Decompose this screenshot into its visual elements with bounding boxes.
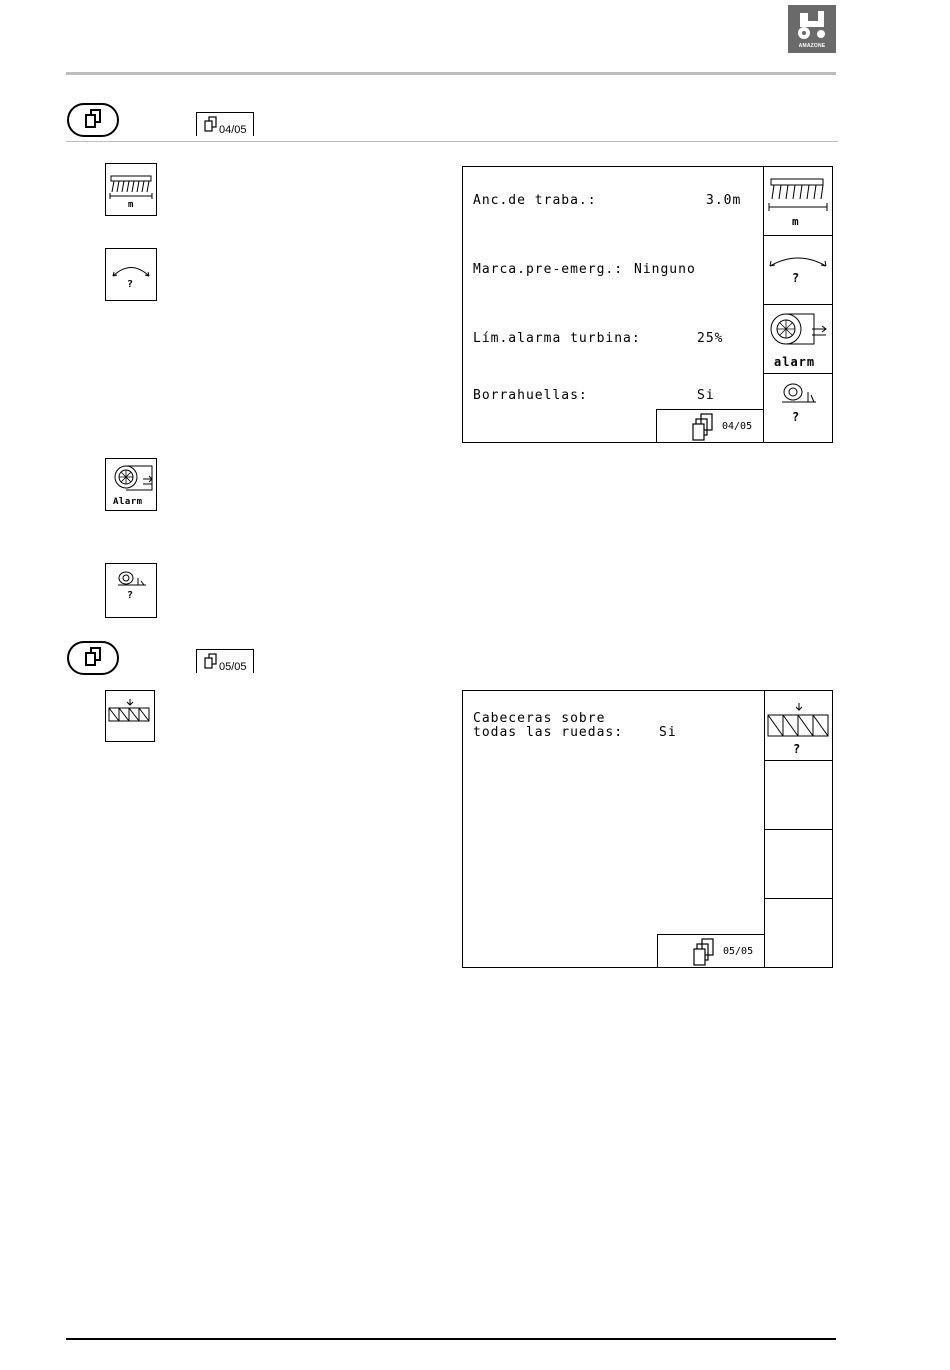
pages-icon (69, 105, 117, 135)
side-icon-headland-wheels (105, 690, 155, 742)
pages-icon (692, 413, 716, 441)
softkey-headland-wheels[interactable] (765, 691, 833, 761)
text-line: Cabeceras sobre (473, 711, 606, 726)
header-rule (66, 72, 836, 75)
softkey-caption: ? (792, 410, 801, 424)
page-indicator (196, 649, 254, 673)
row-label: todas las ruedas: (473, 725, 624, 740)
icon-caption: Alarm (113, 497, 143, 507)
terminal-screen-page4 (462, 166, 833, 443)
row-label: Lím.alarma turbina: (473, 331, 641, 346)
side-icon-fan-alarm (105, 458, 157, 511)
page-indicator (196, 112, 254, 136)
section-divider (66, 141, 838, 142)
softkey-fan-alarm[interactable] (764, 305, 832, 374)
terminal-screen-page5 (462, 690, 833, 968)
softkey-caption: ? (792, 271, 801, 285)
tramline-marker-icon (764, 236, 832, 304)
screen-page-indicator (657, 934, 765, 968)
menu-button[interactable] (67, 641, 119, 675)
track-eradicator-icon (764, 374, 832, 442)
softkey-empty[interactable] (765, 830, 833, 899)
row-value[interactable]: 3.0m (706, 193, 742, 208)
tramline-marker-icon (106, 249, 156, 300)
side-icon-track-eradicator (105, 563, 157, 618)
softkey-caption: m (792, 215, 800, 228)
tractor-logo-icon (788, 5, 836, 45)
softkey-marker[interactable] (764, 236, 832, 305)
softkey-empty[interactable] (765, 899, 833, 967)
page-number: 05/05 (219, 661, 247, 673)
softkey-caption: alarm (774, 355, 816, 369)
icon-caption: ? (127, 590, 135, 601)
footer-rule (66, 1338, 836, 1340)
pages-icon (693, 938, 717, 966)
icon-caption: ? (127, 279, 135, 290)
logo-text: AMAZONE (798, 43, 826, 49)
headland-wheels-icon (106, 691, 154, 741)
side-icon-marker (105, 248, 157, 301)
row-value[interactable]: Ninguno (634, 262, 696, 277)
softkey-caption: ? (793, 742, 802, 756)
softkey-track-eradicator[interactable] (764, 374, 832, 442)
row-label: Marca.pre-emerg.: (473, 262, 624, 277)
row-value[interactable]: Si (659, 725, 677, 740)
softkey-working-width[interactable] (764, 167, 832, 236)
softkey-column (763, 167, 832, 442)
page-number: 05/05 (723, 946, 754, 957)
pages-icon (203, 653, 219, 669)
row-label: Anc.de traba.: (473, 193, 597, 208)
softkey-empty[interactable] (765, 761, 833, 830)
page-number: 04/05 (219, 124, 247, 136)
softkey-column (764, 691, 833, 967)
screen-page-indicator (656, 409, 764, 443)
row-value[interactable]: 25% (697, 331, 724, 346)
pages-icon (69, 643, 117, 673)
side-icon-working-width (105, 163, 157, 216)
row-value[interactable]: Si (697, 388, 715, 403)
icon-caption: m (128, 200, 135, 210)
menu-button[interactable] (67, 103, 119, 137)
pages-icon (203, 116, 219, 132)
page-number: 04/05 (722, 421, 753, 432)
row-label: Borrahuellas: (473, 388, 588, 403)
